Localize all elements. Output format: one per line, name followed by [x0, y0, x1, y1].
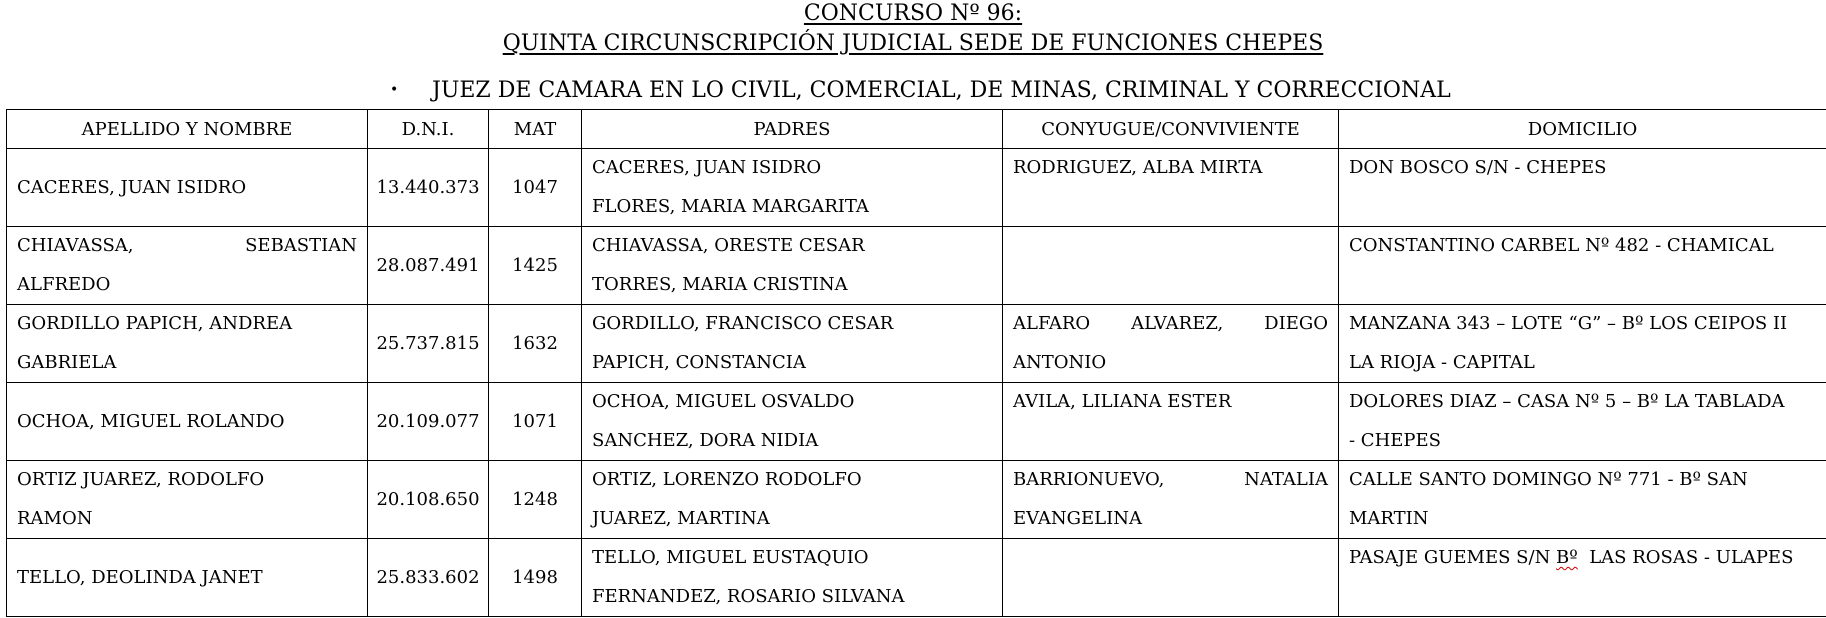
cell-parents [582, 461, 1003, 539]
cell-mat: 1071 [489, 383, 582, 461]
parent-line: PAPICH, CONSTANCIA [592, 351, 806, 373]
column-header-name: APELLIDO Y NOMBRE [7, 110, 368, 149]
column-header-address: DOMICILIO [1339, 110, 1826, 149]
address-part: PASAJE GUEMES S/N [1349, 547, 1557, 568]
cell-address [1339, 227, 1826, 305]
candidates-table [6, 109, 1826, 617]
cell-address [1339, 149, 1826, 227]
column-header-spouse: CONYUGUE/CONVIVIENTE [1003, 110, 1339, 149]
parent-line: ORTIZ, LORENZO RODOLFO [592, 469, 862, 490]
name-line: ALFREDO [17, 273, 111, 295]
address-line: CALLE SANTO DOMINGO Nº 771 - Bº SAN [1349, 469, 1748, 490]
cell-spouse [1003, 461, 1339, 539]
spouse-part: NATALIA [1244, 469, 1328, 490]
address-part: LAS ROSAS - ULAPES [1577, 547, 1794, 568]
spouse-part: DIEGO [1264, 313, 1328, 334]
cell-address [1339, 539, 1826, 617]
name-part: CHIAVASSA, [17, 235, 134, 256]
parent-line: TELLO, MIGUEL EUSTAQUIO [592, 547, 869, 568]
column-header-parents: PADRES [582, 110, 1003, 149]
spouse-line [1013, 305, 1328, 344]
parent-line: GORDILLO, FRANCISCO CESAR [592, 313, 894, 334]
cell-name: OCHOA, MIGUEL ROLANDO [7, 383, 368, 461]
cell-name [7, 227, 368, 305]
name-line: GABRIELA [17, 351, 117, 373]
cell-spouse [1003, 227, 1339, 305]
cell-parents [582, 227, 1003, 305]
cell-address [1339, 305, 1826, 383]
table-row [7, 149, 1826, 227]
spouse-part: BARRIONUEVO, [1013, 469, 1165, 490]
section-heading-text: JUEZ DE CAMARA EN LO CIVIL, COMERCIAL, DE MINAS, CRIMINAL Y CORRECCIONAL [432, 78, 1451, 103]
table-header-row [7, 110, 1826, 149]
cell-mat: 1248 [489, 461, 582, 539]
spouse-line: RODRIGUEZ, ALBA MIRTA [1013, 157, 1263, 178]
cell-name [7, 461, 368, 539]
parent-line: FLORES, MARIA MARGARITA [592, 195, 869, 217]
document-title: CONCURSO Nº 96: [803, 1, 1023, 26]
address-line: MARTIN [1349, 507, 1429, 529]
spouse-part: ALFARO [1013, 313, 1091, 334]
cell-dni: 25.737.815 [368, 305, 489, 383]
spouse-line [1013, 461, 1328, 500]
parent-line: OCHOA, MIGUEL OSVALDO [592, 391, 855, 412]
cell-spouse [1003, 149, 1339, 227]
cell-parents [582, 149, 1003, 227]
cell-mat: 1047 [489, 149, 582, 227]
spouse-line: AVILA, LILIANA ESTER [1013, 391, 1232, 412]
cell-spouse [1003, 539, 1339, 617]
name-line [17, 227, 357, 266]
parent-line: FERNANDEZ, ROSARIO SILVANA [592, 585, 905, 607]
cell-address [1339, 383, 1826, 461]
table-row [7, 539, 1826, 617]
table-row [7, 461, 1826, 539]
cell-dni: 20.108.650 [368, 461, 489, 539]
table-row [7, 305, 1826, 383]
column-header-dni: D.N.I. [368, 110, 489, 149]
address-line [1349, 539, 1816, 578]
address-line: DOLORES DIAZ – CASA Nº 5 – Bº LA TABLADA [1349, 391, 1785, 412]
cell-name [7, 305, 368, 383]
name-line: ORTIZ JUAREZ, RODOLFO [17, 469, 265, 490]
table-row [7, 383, 1826, 461]
parent-line: CACERES, JUAN ISIDRO [592, 157, 822, 178]
cell-mat: 1632 [489, 305, 582, 383]
column-header-mat: MAT [489, 110, 582, 149]
address-line: LA RIOJA - CAPITAL [1349, 351, 1535, 373]
name-line: GORDILLO PAPICH, ANDREA [17, 313, 293, 334]
cell-dni: 28.087.491 [368, 227, 489, 305]
spellcheck-marked-word: Bº [1556, 547, 1578, 568]
spouse-line: ANTONIO [1013, 351, 1107, 373]
cell-address [1339, 461, 1826, 539]
cell-mat: 1425 [489, 227, 582, 305]
parent-line: TORRES, MARIA CRISTINA [592, 273, 848, 295]
cell-dni: 20.109.077 [368, 383, 489, 461]
cell-parents [582, 383, 1003, 461]
address-line: CONSTANTINO CARBEL Nº 482 - CHAMICAL [1349, 235, 1774, 256]
cell-dni: 13.440.373 [368, 149, 489, 227]
address-line: DON BOSCO S/N - CHEPES [1349, 157, 1607, 178]
cell-spouse [1003, 383, 1339, 461]
spouse-part: ALVAREZ, [1131, 313, 1224, 334]
name-part: SEBASTIAN [245, 235, 357, 256]
cell-parents [582, 305, 1003, 383]
parent-line: CHIAVASSA, ORESTE CESAR [592, 235, 865, 256]
parent-line: JUAREZ, MARTINA [592, 507, 770, 529]
cell-dni: 25.833.602 [368, 539, 489, 617]
cell-spouse [1003, 305, 1339, 383]
spouse-line: EVANGELINA [1013, 507, 1142, 529]
table-row [7, 227, 1826, 305]
cell-name: TELLO, DEOLINDA JANET [7, 539, 368, 617]
address-line: - CHEPES [1349, 429, 1441, 451]
document-subtitle: QUINTA CIRCUNSCRIPCIÓN JUDICIAL SEDE DE FUNCIONES CHEPES [502, 31, 1324, 56]
address-line: MANZANA 343 – LOTE “G” – Bº LOS CEIPOS II [1349, 313, 1788, 334]
cell-mat: 1498 [489, 539, 582, 617]
section-heading [390, 77, 1630, 104]
bullet-icon: • [390, 82, 399, 98]
parent-line: SANCHEZ, DORA NIDIA [592, 429, 819, 451]
cell-name: CACERES, JUAN ISIDRO [7, 149, 368, 227]
name-line: RAMON [17, 507, 93, 529]
cell-parents [582, 539, 1003, 617]
